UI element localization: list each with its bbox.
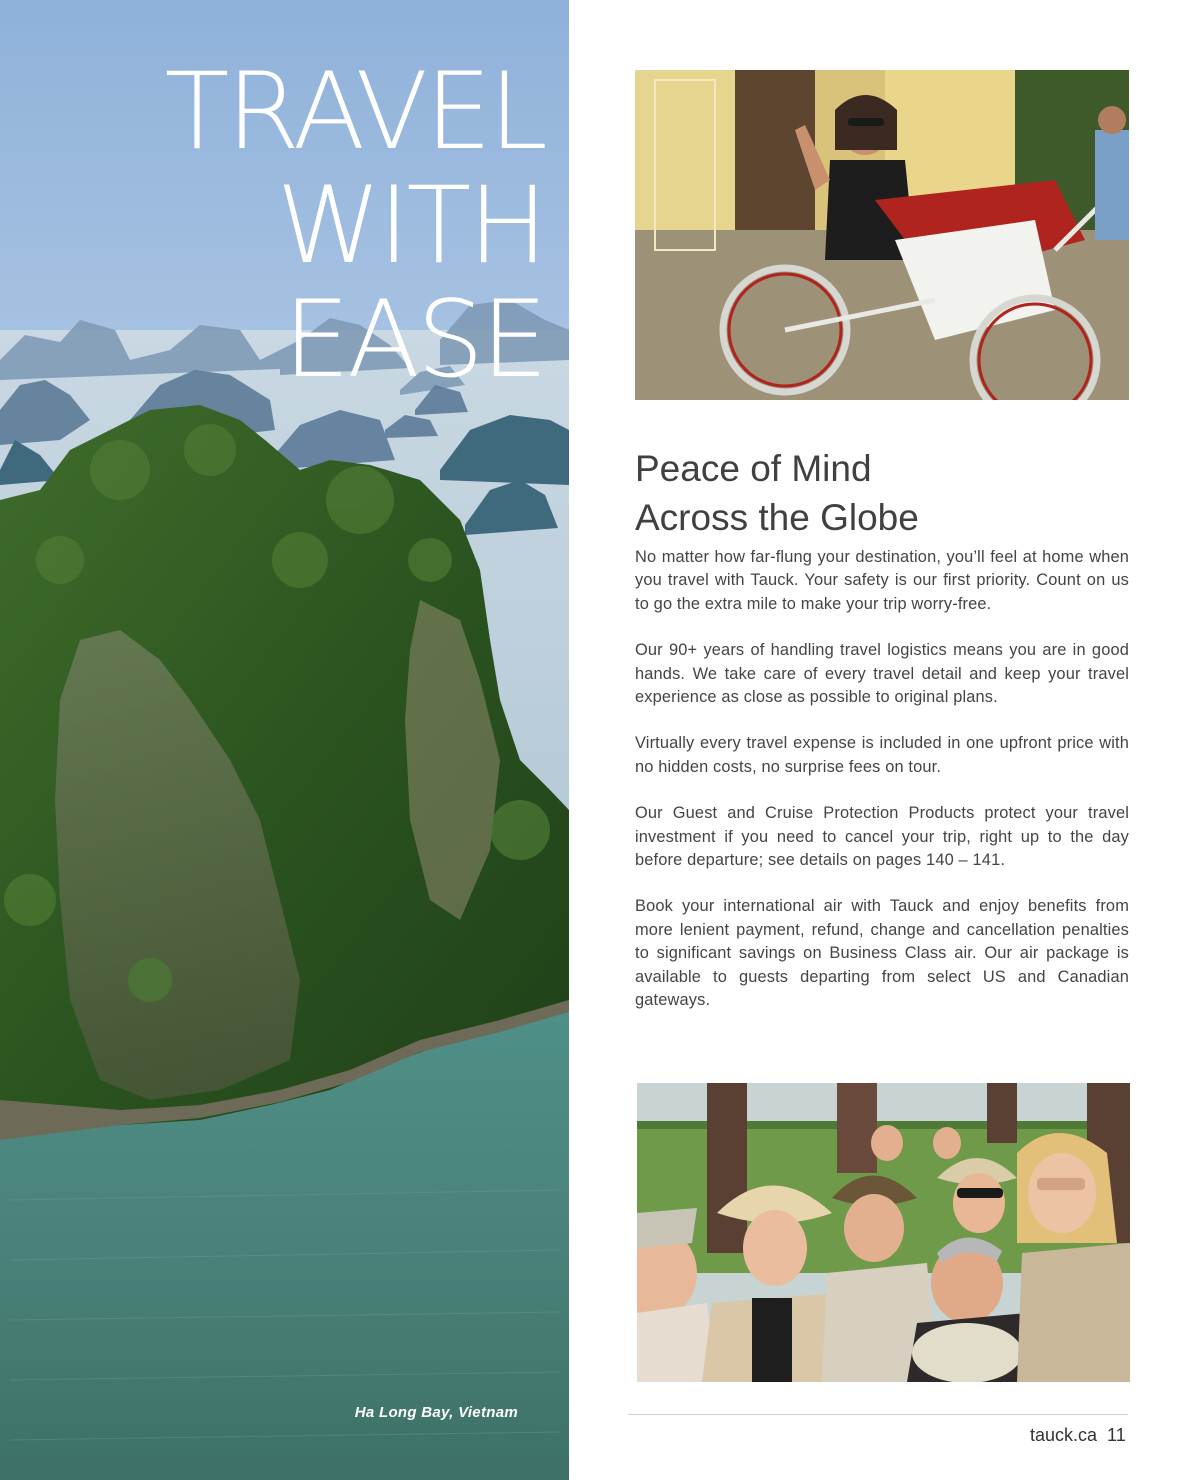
- page-footer: [1030, 1425, 1126, 1446]
- paragraph: Virtually every travel expense is included in one upfront price with no hidden costs, no surprise fees on tour.: [635, 734, 1129, 776]
- section-title: [635, 444, 1129, 542]
- page-number: 11: [1107, 1425, 1126, 1445]
- page-headline: [0, 50, 545, 401]
- paragraph: No matter how far-flung your destination, you’ll feel at home when you travel with Tauck. Your safety is our first priority. Count on us to go the extra mile to make your trip worry-free.: [635, 548, 1129, 613]
- cyclo-photo: [635, 70, 1129, 400]
- balloon-group-photo-illustration: [637, 1083, 1130, 1382]
- footer-divider: [628, 1414, 1128, 1415]
- paragraph: Book your international air with Tauck and enjoy benefits from more lenient payment, refund, change and cancellation penalties to significant savings on Business Class air. Our air package is available to guests departing from select US and Canadian gateways.: [635, 897, 1129, 1010]
- cyclo-photo-illustration: [635, 70, 1129, 400]
- hero-image-panel: [0, 0, 569, 1480]
- headline-line-1: TRAVEL: [164, 50, 545, 173]
- balloon-group-photo: [637, 1083, 1130, 1382]
- body-copy: [635, 546, 1129, 1036]
- headline-line-2: WITH EASE: [276, 164, 545, 401]
- section-title-line-2: Across the Globe: [635, 497, 919, 538]
- photo-caption: Ha Long Bay, Vietnam: [354, 1404, 518, 1421]
- paragraph: Our Guest and Cruise Protection Products protect your travel investment if you need to cancel your trip, right up to the day before departure; see details on pages 140 – 141.: [635, 804, 1129, 870]
- paragraph: Our 90+ years of handling travel logistics means you are in good hands. We take care of every travel detail and keep your travel experience as close as possible to original plans.: [635, 641, 1129, 707]
- footer-site: tauck.ca: [1030, 1425, 1098, 1445]
- section-title-line-1: Peace of Mind: [635, 448, 872, 489]
